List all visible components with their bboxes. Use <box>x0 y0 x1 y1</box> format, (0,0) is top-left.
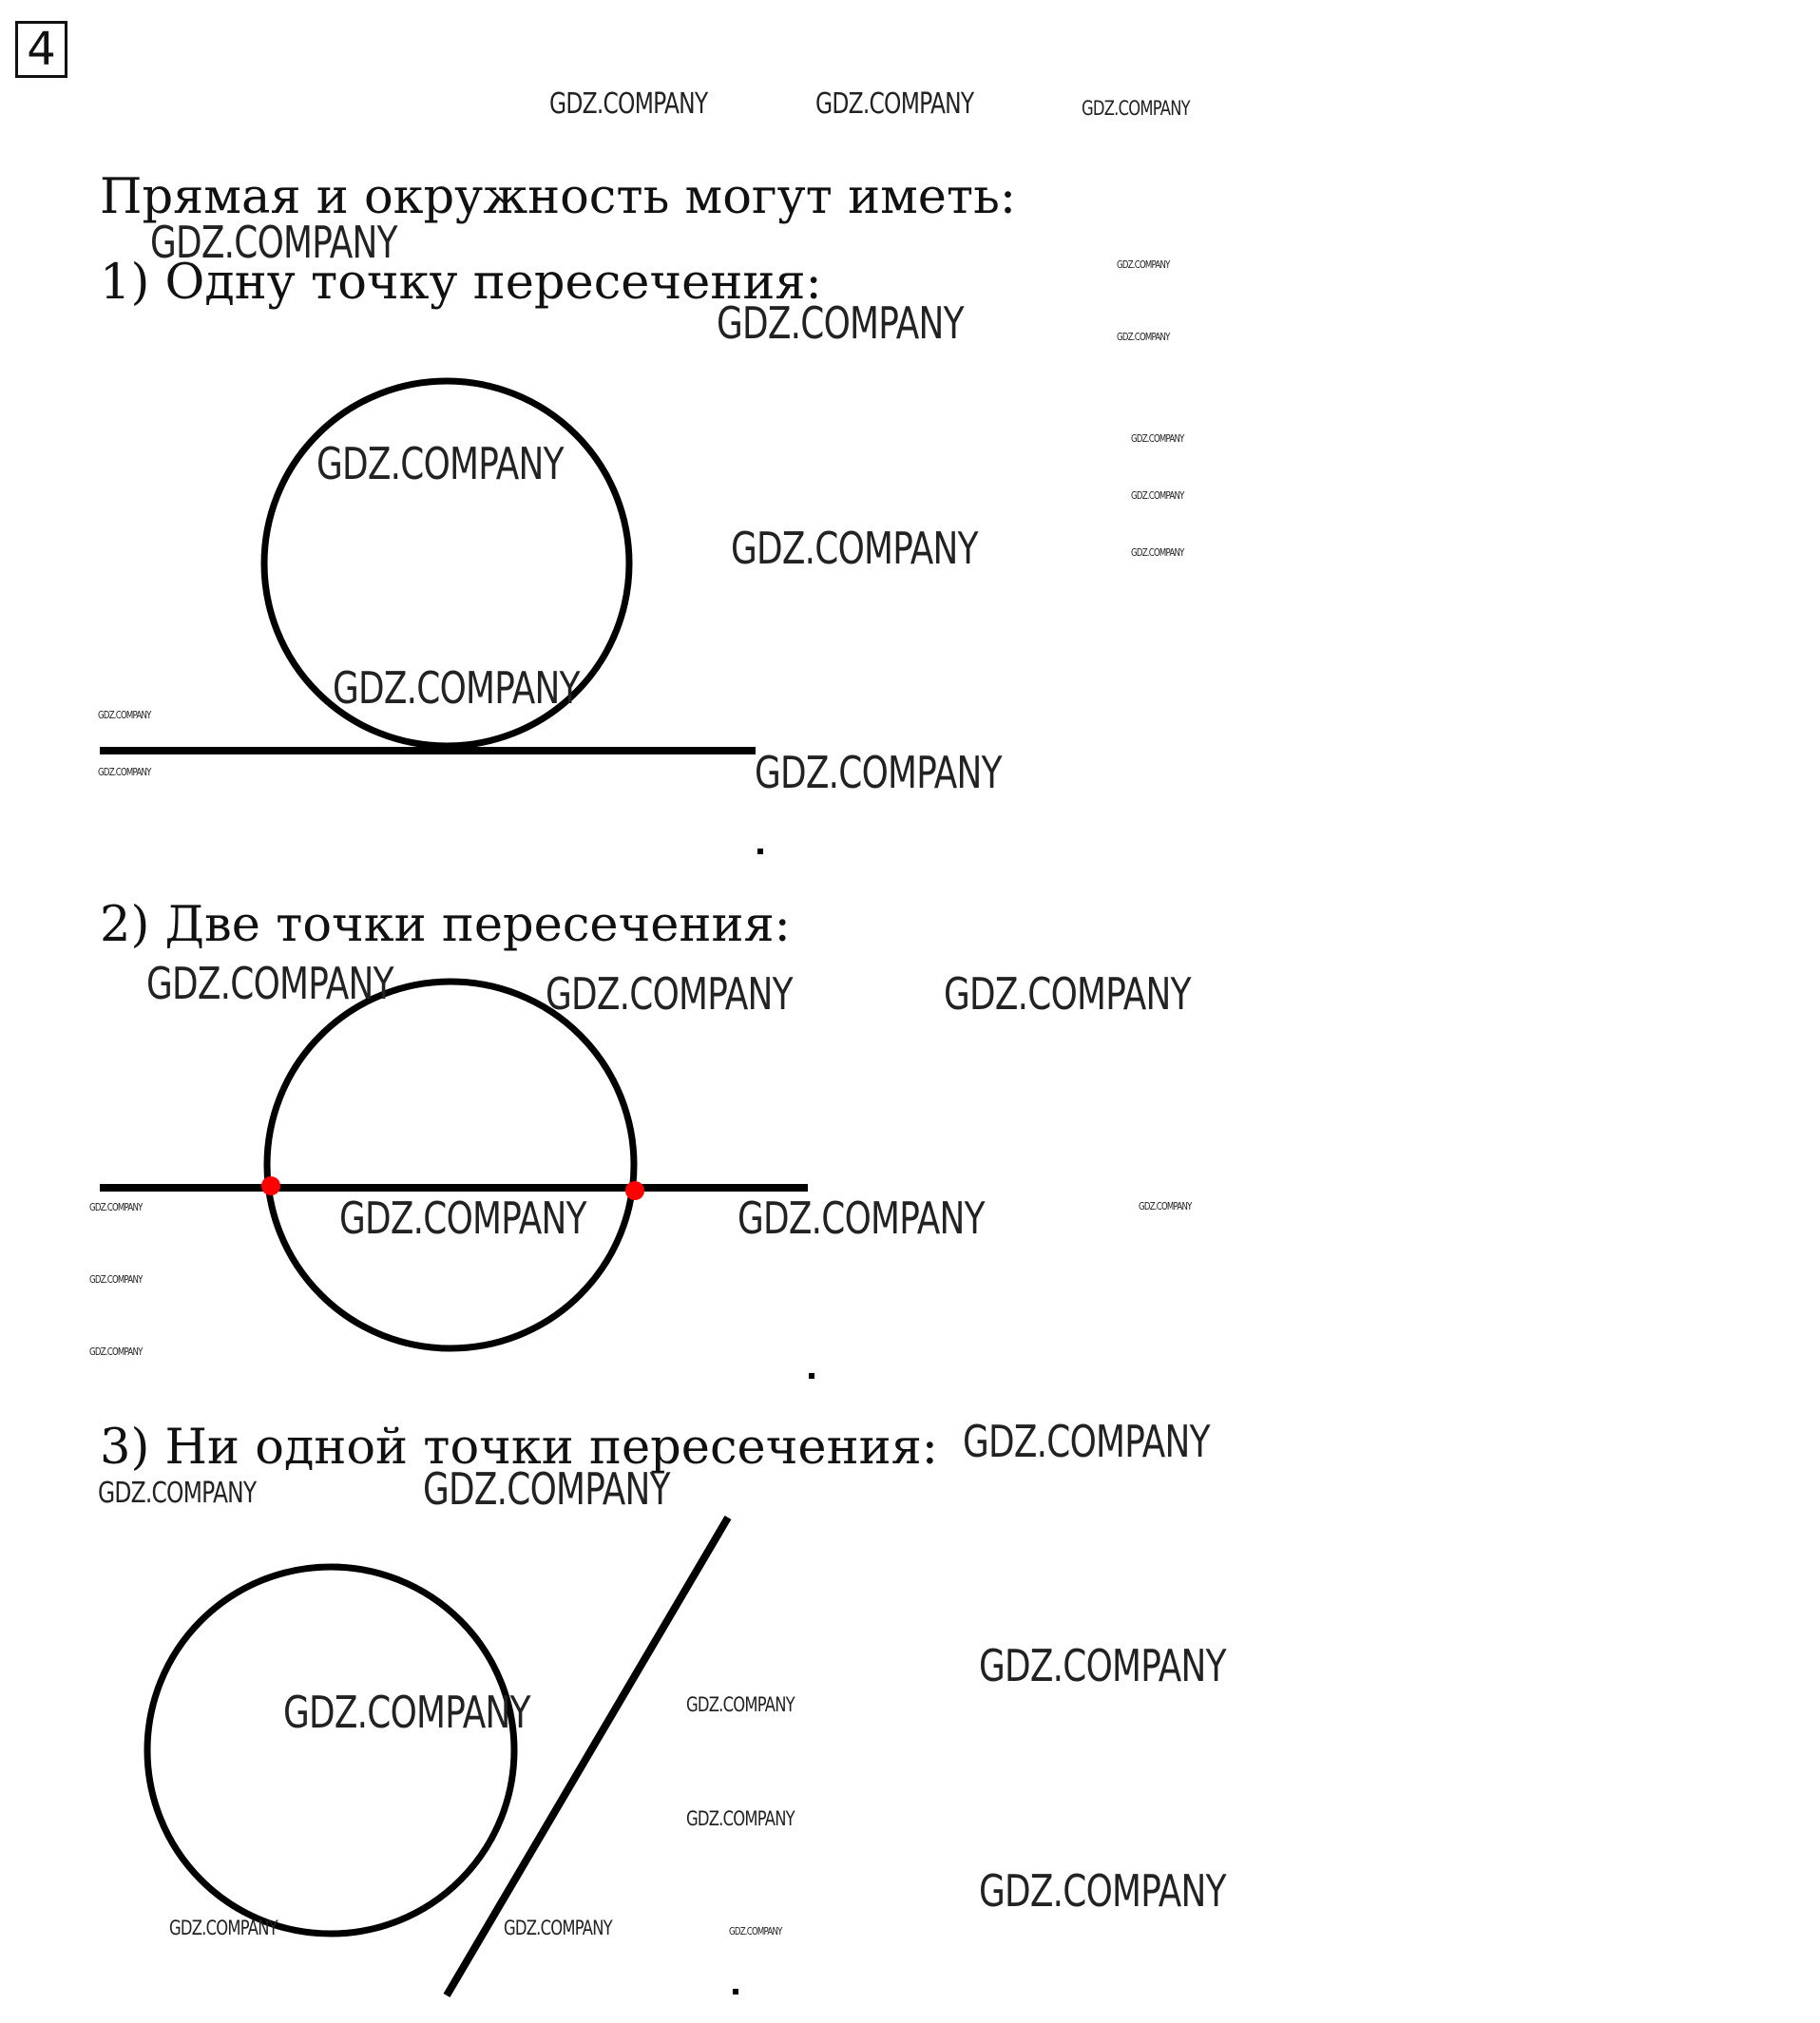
watermark-text: GDZ.COMPANY <box>729 1925 782 1937</box>
watermark-text: GDZ.COMPANY <box>146 958 393 1009</box>
watermark-text: GDZ.COMPANY <box>1082 97 1190 120</box>
intersection-point-right <box>625 1181 644 1200</box>
watermark-text: GDZ.COMPANY <box>944 968 1191 1020</box>
stray-dot <box>809 1373 814 1379</box>
intersection-point-left <box>261 1176 280 1195</box>
watermark-text: GDZ.COMPANY <box>963 1416 1210 1467</box>
watermark-text: GDZ.COMPANY <box>283 1687 530 1738</box>
watermark-text: GDZ.COMPANY <box>815 87 974 121</box>
watermark-text: GDZ.COMPANY <box>169 1917 278 1939</box>
watermark-text: GDZ.COMPANY <box>98 1477 257 1510</box>
watermark-text: GDZ.COMPANY <box>755 747 1002 798</box>
case-2-label: 2) Две точки пересечения: <box>100 897 791 953</box>
watermark-text: GDZ.COMPANY <box>731 523 978 574</box>
stray-dot <box>757 849 763 854</box>
watermark-text: GDZ.COMPANY <box>339 1193 586 1244</box>
watermark-text: GDZ.COMPANY <box>1131 432 1184 445</box>
secant-figure <box>100 982 814 1379</box>
task-number-box: 4 <box>15 21 67 78</box>
watermark-text: GDZ.COMPANY <box>98 766 151 778</box>
watermark-text: GDZ.COMPANY <box>89 1201 143 1213</box>
watermark-text: GDZ.COMPANY <box>549 87 708 121</box>
watermark-text: GDZ.COMPANY <box>1131 546 1184 559</box>
watermark-text: GDZ.COMPANY <box>686 1693 795 1716</box>
watermark-text: GDZ.COMPANY <box>1117 331 1170 343</box>
disjoint-circle <box>147 1567 514 1934</box>
watermark-text: GDZ.COMPANY <box>98 709 151 721</box>
watermark-text: GDZ.COMPANY <box>423 1463 670 1515</box>
watermark-text: GDZ.COMPANY <box>686 1807 795 1830</box>
secant-circle <box>267 982 634 1348</box>
watermark-text: GDZ.COMPANY <box>89 1345 143 1358</box>
watermark-text: GDZ.COMPANY <box>504 1917 612 1939</box>
case-1-label: 1) Одну точку пересечения: <box>100 255 822 311</box>
case-3-label: 3) Ни одной точки пересечения: <box>100 1420 938 1476</box>
watermark-text: GDZ.COMPANY <box>717 297 964 349</box>
watermark-text: GDZ.COMPANY <box>333 662 580 714</box>
watermark-text: GDZ.COMPANY <box>546 968 793 1020</box>
watermark-text: GDZ.COMPANY <box>316 438 564 489</box>
watermark-text: GDZ.COMPANY <box>738 1193 985 1244</box>
watermark-text: GDZ.COMPANY <box>150 217 397 268</box>
intro-text: Прямая и окружность могут иметь: <box>100 169 1017 225</box>
watermark-text: GDZ.COMPANY <box>979 1640 1226 1691</box>
watermark-text: GDZ.COMPANY <box>979 1865 1226 1917</box>
watermark-text: GDZ.COMPANY <box>1131 489 1184 502</box>
watermark-text: GDZ.COMPANY <box>1117 258 1170 271</box>
stray-dot <box>733 1989 738 1994</box>
watermark-text: GDZ.COMPANY <box>1139 1200 1192 1212</box>
watermark-text: GDZ.COMPANY <box>89 1273 143 1286</box>
